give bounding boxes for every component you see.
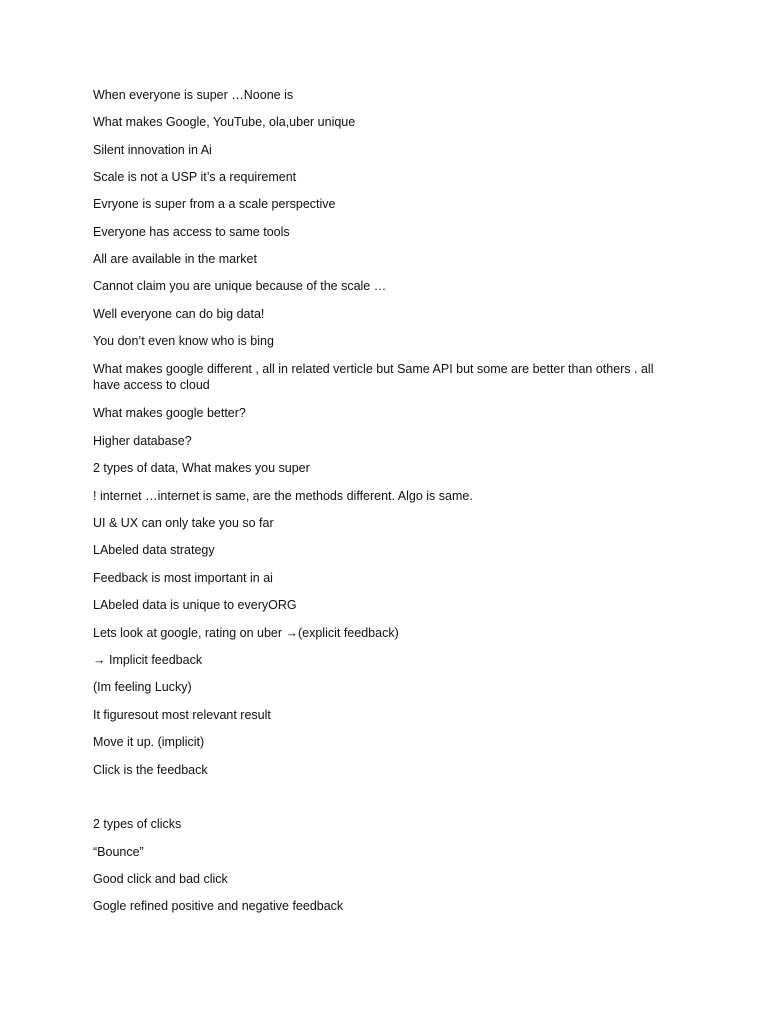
note-line: It figuresout most relevant result bbox=[93, 708, 271, 722]
note-line: Click is the feedback bbox=[93, 763, 208, 777]
note-line: 2 types of clicks bbox=[93, 817, 182, 831]
note-line: Good click and bad click bbox=[93, 872, 228, 886]
note-line: Higher database? bbox=[93, 434, 192, 448]
note-line: Silent innovation in Ai bbox=[93, 143, 212, 157]
note-line: You don’t even know who is bing bbox=[93, 334, 274, 348]
note-line: When everyone is super …Noone is bbox=[93, 88, 294, 102]
note-line: Everyone has access to same tools bbox=[93, 225, 290, 239]
note-line: (Im feeling Lucky) bbox=[93, 680, 192, 694]
note-line: What makes Google, YouTube, ola,uber unique bbox=[93, 115, 356, 129]
note-line: Move it up. (implicit) bbox=[93, 735, 205, 749]
note-line: Well everyone can do big data! bbox=[93, 307, 265, 321]
note-line: Lets look at google, rating on uber →(explicit feedback) bbox=[93, 626, 399, 640]
note-line: LAbeled data strategy bbox=[93, 543, 215, 557]
note-line: UI & UX can only take you so far bbox=[93, 516, 274, 530]
note-line: ! internet …internet is same, are the methods different. Algo is same. bbox=[93, 489, 473, 503]
note-line: Cannot claim you are unique because of the scale … bbox=[93, 279, 387, 293]
note-line: → Implicit feedback bbox=[93, 653, 203, 667]
note-line: Gogle refined positive and negative feedback bbox=[93, 899, 344, 913]
note-line: “Bounce” bbox=[93, 845, 144, 859]
note-line: Evryone is super from a a scale perspective bbox=[93, 197, 336, 211]
note-line: Feedback is most important in ai bbox=[93, 571, 273, 585]
note-line: All are available in the market bbox=[93, 252, 257, 266]
note-line: 2 types of data, What makes you super bbox=[93, 461, 310, 475]
note-line: What makes google different , all in related verticle but Same API but some are better than others . all have access to cloud bbox=[93, 362, 654, 392]
note-line: LAbeled data is unique to everyORG bbox=[93, 598, 297, 612]
note-line: What makes google better? bbox=[93, 406, 246, 420]
note-line: Scale is not a USP it’s a requirement bbox=[93, 170, 297, 184]
